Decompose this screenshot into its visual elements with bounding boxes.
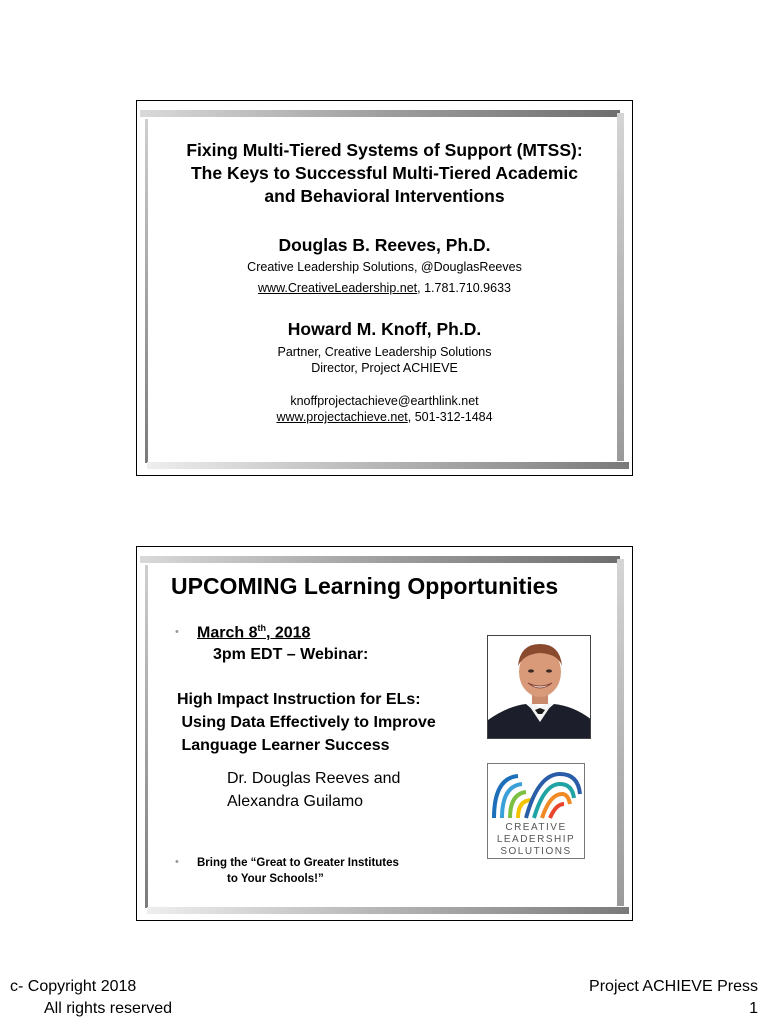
email-address: knoffprojectachieve@earthlink.net — [290, 394, 479, 408]
decorative-bar-bottom — [147, 907, 629, 914]
decorative-bar-top — [140, 556, 620, 563]
presenter-photo — [487, 635, 591, 739]
copyright-line: c- Copyright 2018 — [10, 978, 137, 995]
decorative-bar-bottom — [147, 462, 629, 469]
presenter-contact — [157, 393, 612, 425]
webinar-presenters: Dr. Douglas Reeves and Alexandra Guilamo — [227, 770, 401, 810]
webinar-title-line: Using Data Effectively to Improve — [177, 714, 436, 731]
presenter-role: Director, Project ACHIEVE — [311, 361, 458, 375]
slide-title — [136, 100, 633, 476]
publisher-name: Project ACHIEVE Press — [589, 978, 758, 995]
presenter-name: Douglas B. Reeves, Ph.D. — [278, 235, 491, 255]
presenter-roles — [157, 344, 612, 376]
rights-line: All rights reserved — [44, 1000, 173, 1017]
presenter-name: Howard M. Knoff, Ph.D. — [287, 319, 482, 339]
bullet-icon: • — [175, 626, 179, 638]
creative-leadership-logo — [487, 763, 585, 859]
webinar-title — [177, 688, 436, 757]
presenter-organization: Creative Leadership Solutions, @DouglasReeves — [247, 260, 522, 274]
title-line: and Behavioral Interventions — [264, 186, 505, 206]
bullet-icon: • — [175, 856, 179, 868]
presenter-role: Partner, Creative Leadership Solutions — [277, 345, 492, 359]
presentation-title — [157, 139, 612, 208]
phone-number: , 1.781.710.9633 — [417, 281, 511, 295]
publisher-footer — [589, 976, 758, 1020]
presenter-contact — [157, 280, 612, 296]
decorative-bar-left — [145, 119, 148, 463]
title-line: Fixing Multi-Tiered Systems of Support (MTSS): — [186, 140, 583, 160]
phone-number: , 501-312-1484 — [407, 410, 493, 424]
page-number: 1 — [749, 1000, 758, 1017]
website-link[interactable]: www.CreativeLeadership.net — [258, 281, 418, 295]
website-link[interactable]: www.projectachieve.net — [276, 410, 408, 424]
slide-upcoming — [136, 546, 633, 921]
institutes-note: Bring the “Great to Greater Institutes to Your Schools!” — [197, 857, 399, 885]
title-line: The Keys to Successful Multi-Tiered Academic — [190, 163, 579, 183]
decorative-bar-top — [140, 110, 620, 117]
logo-wordmark: CREATIVE LEADERSHIP SOLUTIONS — [496, 822, 576, 857]
webinar-title-line: Language Learner Success — [177, 737, 390, 754]
decorative-bar-left — [145, 565, 148, 908]
slide-heading: UPCOMING Learning Opportunities — [171, 573, 559, 599]
event-time: 3pm EDT – Webinar: — [213, 646, 369, 663]
copyright-footer — [10, 976, 172, 1020]
decorative-bar-right — [617, 113, 624, 461]
event-date: March 8th, 2018 — [197, 623, 311, 642]
webinar-title-line: High Impact Instruction for ELs: — [177, 691, 421, 708]
decorative-bar-right — [617, 559, 624, 906]
